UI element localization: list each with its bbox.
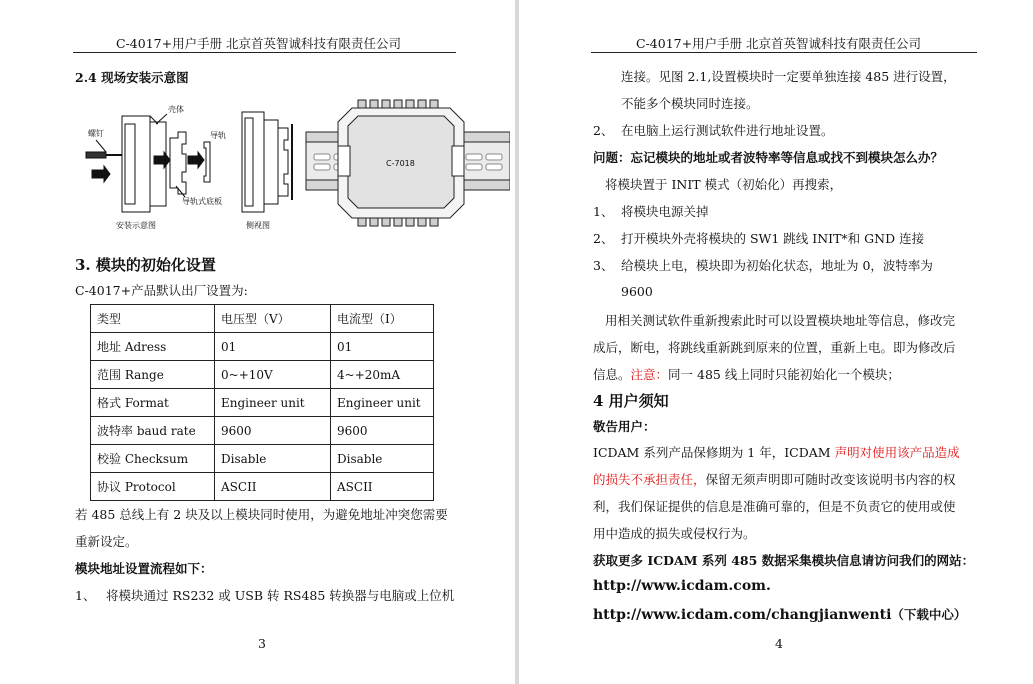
faq-intro: 将模块置于 INIT 模式（初始化）再搜索， bbox=[605, 177, 843, 192]
notice-line-1-start: ICDAM 系列产品保修期为 1 年，ICDAM bbox=[593, 445, 835, 460]
table-cell: 9600 bbox=[215, 417, 331, 445]
default-settings-table bbox=[90, 304, 434, 501]
table-cell: 电流型（I） bbox=[331, 305, 434, 333]
reset-paragraph-line-3 bbox=[593, 365, 900, 383]
table-row bbox=[91, 389, 434, 417]
download-url[interactable]: http://www.icdam.com/changjianwenti bbox=[593, 607, 892, 623]
table-row bbox=[91, 445, 434, 473]
table-cell: 01 bbox=[331, 333, 434, 361]
page-4 bbox=[519, 0, 1033, 684]
reset-paragraph-line-3-start: 信息。 bbox=[593, 367, 631, 382]
installation-figure bbox=[70, 94, 510, 234]
label-rail: 导轨 bbox=[210, 131, 226, 140]
address-procedure-title: 模块地址设置流程如下： bbox=[75, 561, 213, 576]
running-header: C-4017+用户手册 北京首英智诚科技有限责任公司 bbox=[116, 36, 402, 51]
reset-paragraph-line-1: 用相关测试软件重新搜索此时可以设置模块地址等信息，修改完 bbox=[605, 313, 956, 328]
page-number: 4 bbox=[775, 636, 783, 651]
table-cell: 波特率 baud rate bbox=[91, 417, 215, 445]
faq-step-1-number: 1、 bbox=[593, 204, 614, 219]
faq-step-3-continuation: 9600 bbox=[621, 284, 653, 299]
notice-line-1 bbox=[593, 443, 960, 461]
step-1-continuation-1: 连接。见图 2.1,设置模块时一定要单独连接 485 进行设置， bbox=[621, 69, 956, 84]
note-label: 注意： bbox=[630, 367, 669, 382]
table-row bbox=[91, 417, 434, 445]
faq-step-1-text: 将模块电源关掉 bbox=[621, 204, 709, 219]
notice-title: 敬告用户： bbox=[593, 419, 656, 434]
table-cell: 地址 Adress bbox=[91, 333, 215, 361]
more-info-line: 获取更多 ICDAM 系列 485 数据采集模块信息请访问我们的网站： bbox=[593, 553, 975, 568]
address-conflict-line-1: 若 485 总线上有 2 块及以上模块同时使用，为避免地址冲突您需要 bbox=[75, 507, 448, 522]
side-view-diagram bbox=[242, 112, 292, 230]
step-1-text: 将模块通过 RS232 或 USB 转 RS485 转换器与电脑或上位机 bbox=[106, 588, 455, 603]
website-link-home[interactable]: http://www.icdam.com. bbox=[593, 578, 771, 594]
table-cell: 范围 Range bbox=[91, 361, 215, 389]
label-screw: 螺钉 bbox=[88, 129, 104, 138]
install-diagram bbox=[86, 104, 226, 230]
faq-step-3-number: 3、 bbox=[593, 258, 614, 273]
table-cell: ASCII bbox=[215, 473, 331, 501]
table-cell: 4~+20mA bbox=[331, 361, 434, 389]
notice-line-2-end: 保留无须声明即可随时改变该说明书内容的权 bbox=[705, 472, 956, 487]
label-rail-base: 导轨式底板 bbox=[182, 197, 222, 206]
website-link-downloads[interactable] bbox=[593, 605, 966, 623]
table-row bbox=[91, 361, 434, 389]
caption-install: 安装示意图 bbox=[116, 221, 156, 230]
address-conflict-line-2: 重新设定。 bbox=[75, 534, 138, 549]
table-cell: ASCII bbox=[331, 473, 434, 501]
header-rule bbox=[591, 52, 977, 53]
notice-line-1-red: 声明对使用该产品造成 bbox=[834, 445, 960, 460]
table-cell: Disable bbox=[331, 445, 434, 473]
table-cell: 电压型（V） bbox=[215, 305, 331, 333]
faq-question: 问题：忘记模块的地址或者波特率等信息或找不到模块怎么办？ bbox=[593, 150, 944, 165]
step-2-number: 2、 bbox=[593, 123, 614, 138]
table-row bbox=[91, 305, 434, 333]
table-cell: 类型 bbox=[91, 305, 215, 333]
table-row bbox=[91, 473, 434, 501]
section-heading-2-4: 2.4 现场安装示意图 bbox=[75, 70, 189, 85]
reset-paragraph-line-3-end: 同一 485 线上同时只能初始化一个模块； bbox=[668, 367, 900, 382]
step-2-text: 在电脑上运行测试软件进行地址设置。 bbox=[621, 123, 834, 138]
table-cell: 协议 Protocol bbox=[91, 473, 215, 501]
table-row bbox=[91, 333, 434, 361]
table-cell: 格式 Format bbox=[91, 389, 215, 417]
download-center-label: （下载中心） bbox=[891, 607, 967, 622]
faq-step-2-text: 打开模块外壳将模块的 SW1 跳线 INIT*和 GND 连接 bbox=[621, 231, 925, 246]
module-on-rail bbox=[306, 100, 510, 226]
notice-line-2 bbox=[593, 470, 956, 488]
caption-side: 侧视图 bbox=[246, 221, 270, 230]
running-header: C-4017+用户手册 北京首英智诚科技有限责任公司 bbox=[636, 36, 922, 51]
table-cell: Engineer unit bbox=[331, 389, 434, 417]
label-shell: 壳体 bbox=[168, 105, 184, 114]
defaults-intro: C-4017+产品默认出厂设置为: bbox=[75, 283, 248, 298]
module-label: C-7018 bbox=[386, 159, 415, 168]
section-heading-3: 3. 模块的初始化设置 bbox=[75, 256, 216, 274]
table-cell: Engineer unit bbox=[215, 389, 331, 417]
step-1-continuation-2: 不能多个模块同时连接。 bbox=[621, 96, 759, 111]
section-heading-4: 4 用户须知 bbox=[593, 392, 669, 410]
notice-line-2-red: 的损失不承担责任， bbox=[593, 472, 706, 487]
table-cell: 0~+10V bbox=[215, 361, 331, 389]
step-1-number: 1、 bbox=[75, 588, 96, 603]
table-cell: Disable bbox=[215, 445, 331, 473]
notice-line-4: 用中造成的损失或侵权行为。 bbox=[593, 526, 756, 541]
reset-paragraph-line-2: 成后，断电，将跳线重新跳到原来的位置，重新上电。即为修改后 bbox=[593, 340, 956, 355]
page-number: 3 bbox=[258, 636, 266, 651]
notice-line-3: 利，我们保证提供的信息是准确可靠的，但是不负责它的使用或使 bbox=[593, 499, 956, 514]
faq-step-3-text: 给模块上电，模块即为初始化状态，地址为 0，波特率为 bbox=[621, 258, 933, 273]
table-cell: 9600 bbox=[331, 417, 434, 445]
table-cell: 校验 Checksum bbox=[91, 445, 215, 473]
header-rule bbox=[73, 52, 456, 53]
faq-step-2-number: 2、 bbox=[593, 231, 614, 246]
table-cell: 01 bbox=[215, 333, 331, 361]
page-3 bbox=[0, 0, 515, 684]
